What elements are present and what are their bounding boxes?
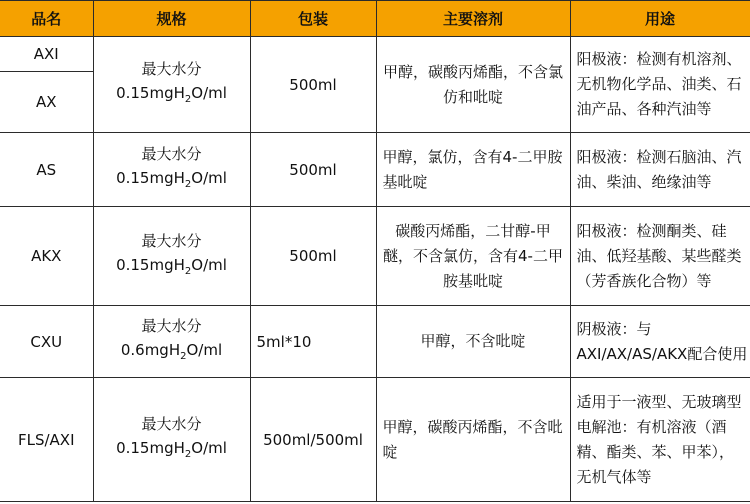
spec-unit: O/ml — [186, 341, 223, 359]
usage-cell: 适用于一液型、无玻璃型电解池：有机溶液（酒精、酯类、苯、甲苯），无机气体等 — [570, 378, 750, 502]
solvent-cell: 甲醇，不含吡啶 — [376, 306, 570, 378]
package-cell: 500ml/500ml — [250, 378, 376, 502]
spec-line2 — [94, 338, 250, 369]
spec-line1: 最大水分 — [141, 231, 202, 250]
usage-cell: 阳极液：检测石脑油、汽油、柴油、绝缘油等 — [570, 133, 750, 207]
table-row — [0, 306, 750, 378]
spec-line1: 最大水分 — [141, 145, 202, 163]
header-usage: 用途 — [570, 1, 750, 37]
spec-line2 — [94, 253, 250, 284]
spec-unit: O/ml — [191, 255, 227, 274]
table-row — [0, 133, 750, 207]
header-spec: 规格 — [93, 1, 250, 37]
spec-value: 0.15mgH — [116, 84, 185, 102]
product-name-cell: CXU — [0, 306, 93, 378]
product-name-cell: AX — [0, 72, 93, 133]
package-cell: 500ml — [250, 207, 376, 306]
spec-line1: 最大水分 — [141, 415, 202, 433]
solvent-cell: 碳酸丙烯酯，二甘醇-甲醚，不含氯仿，含有4-二甲胺基吡啶 — [376, 207, 570, 306]
usage-cell: 阳极液：检测酮类、硅油、低羟基酸、某些醛类（芳香族化合物）等 — [570, 207, 750, 306]
table-row — [0, 207, 750, 306]
package-cell: 500ml — [250, 37, 376, 133]
header-row — [0, 1, 750, 37]
table-row — [0, 37, 750, 72]
spec-line1: 最大水分 — [141, 317, 202, 335]
spec-value: 0.6mgH — [120, 341, 181, 359]
spec-subscript: 2 — [184, 265, 192, 277]
usage-cell: 阴极液：与AXI/AX/AS/AKX配合使用 — [570, 306, 750, 378]
product-name-cell: AS — [0, 133, 93, 207]
spec-subscript: 2 — [184, 94, 192, 105]
spec-subscript: 2 — [184, 449, 192, 460]
spec-cell — [93, 37, 250, 133]
spec-subscript: 2 — [184, 179, 192, 190]
spec-value: 0.15mgH — [116, 169, 185, 187]
solvent-cell: 甲醇，氯仿，含有4-二甲胺基吡啶 — [376, 133, 570, 207]
header-solvent: 主要溶剂 — [376, 1, 570, 37]
table-row — [0, 378, 750, 502]
spec-value: 0.15mgH — [116, 439, 185, 457]
spec-subscript: 2 — [180, 351, 187, 362]
solvent-cell: 甲醇，碳酸丙烯酯，不含氯仿和吡啶 — [376, 37, 570, 133]
spec-unit: O/ml — [191, 169, 227, 187]
spec-line2 — [94, 81, 250, 112]
header-product-name: 品名 — [0, 1, 93, 37]
solvent-cell: 甲醇，碳酸丙烯酯，不含吡啶 — [376, 378, 570, 502]
spec-line2 — [94, 166, 250, 197]
usage-cell: 阳极液：检测有机溶剂、无机物化学品、油类、石油产品、各种汽油等 — [570, 37, 750, 133]
spec-line1: 最大水分 — [141, 60, 202, 78]
package-cell: 5ml*10 — [250, 306, 376, 378]
spec-cell — [93, 207, 250, 306]
spec-cell — [93, 133, 250, 207]
spec-value: 0.15mgH — [116, 255, 185, 274]
package-cell: 500ml — [250, 133, 376, 207]
spec-unit: O/ml — [191, 439, 227, 457]
product-name-cell: AKX — [0, 207, 93, 306]
spec-cell — [93, 378, 250, 502]
spec-unit: O/ml — [191, 84, 227, 102]
product-name-cell: FLS/AXI — [0, 378, 93, 502]
product-name-cell: AXI — [0, 37, 93, 72]
spec-line2 — [94, 436, 250, 467]
spec-cell — [93, 306, 250, 378]
header-package: 包装 — [250, 1, 376, 37]
